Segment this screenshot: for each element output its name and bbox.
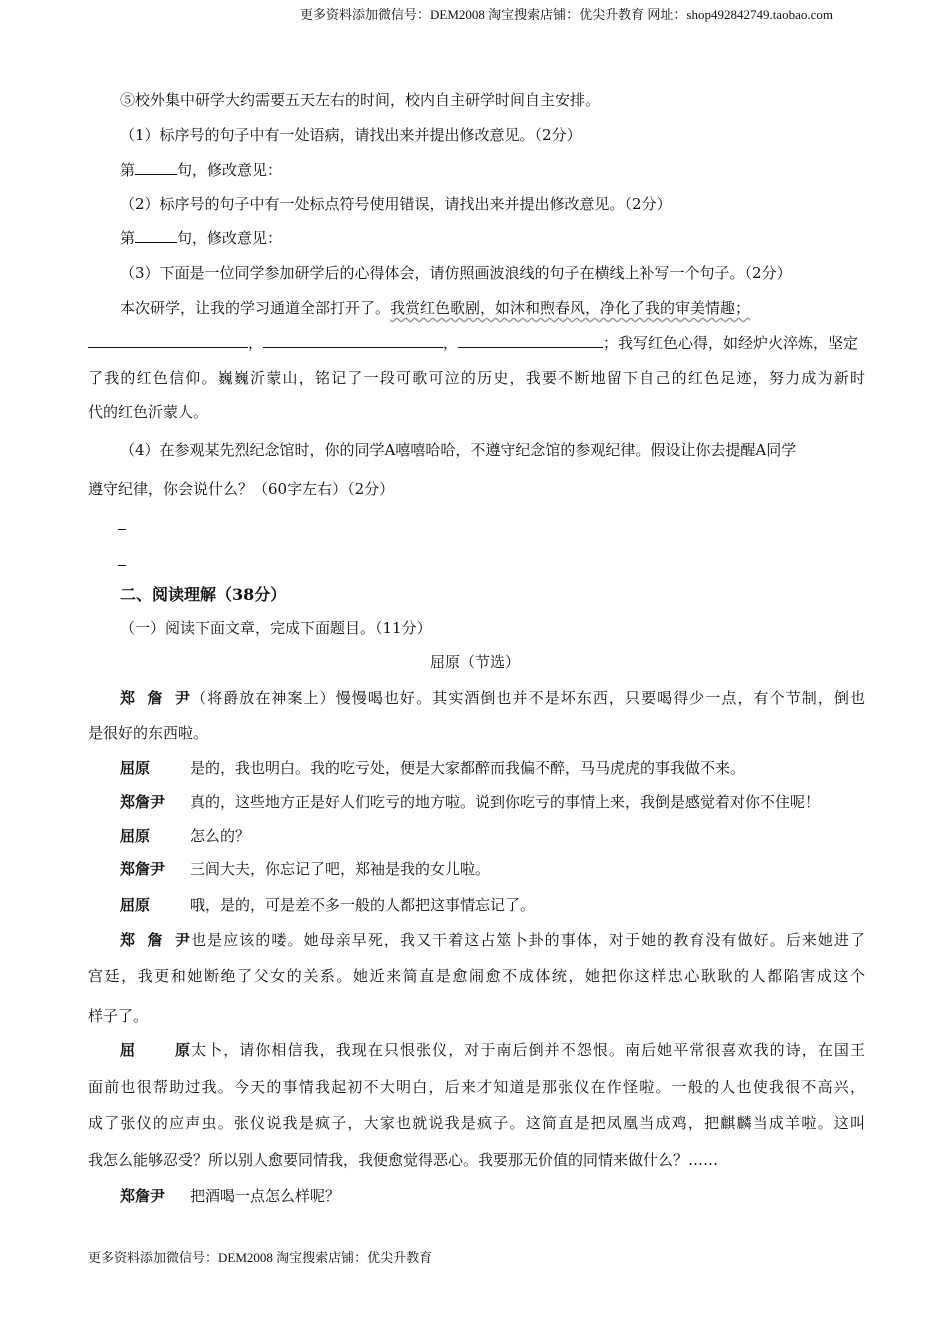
answer-dash — [118, 565, 126, 566]
dialogue-text: 怎么的？ — [190, 827, 251, 845]
article-title: 屈原（节选） — [429, 653, 520, 671]
question-3: （3）下面是一位同学参加研学后的心得体会，请仿照画波浪线的句子在横线上补写一个句子。（2分） — [120, 264, 792, 282]
dialogue-text: 把酒喝一点怎么样呢？ — [190, 1187, 341, 1205]
dialogue-line — [88, 1150, 865, 1170]
question-1: （1）标序号的句子中有一处语病，请找出来并提出修改意见。（2分） — [120, 126, 582, 144]
dialogue-text: 三闾大夫，你忘记了吧，郑袖是我的女儿啦。 — [190, 860, 491, 878]
text-line: ⑤校外集中研学大约需要五天左右的时间，校内自主研学时间自主安排。 — [120, 91, 601, 109]
label: 句，修改意见： — [177, 229, 283, 247]
dialogue-line — [120, 930, 865, 950]
dialogue-line — [88, 723, 865, 743]
blank — [135, 228, 177, 243]
dialogue-line — [88, 1006, 865, 1026]
speaker-name: 屈原 — [120, 759, 151, 777]
speaker-name: 郑詹尹 — [120, 860, 166, 878]
text-line: 了我的红色信仰。巍巍沂蒙山，铭记了一段可歌可泣的历史，我要不断地留下自己的红色足迹，努力成为新时 — [88, 369, 865, 387]
dialogue-line — [120, 758, 865, 778]
dialogue-line — [120, 895, 865, 915]
text-line — [120, 298, 865, 318]
dialogue-text: 样子了。 — [88, 1007, 149, 1025]
dialogue-line — [120, 1186, 865, 1206]
subsection-heading: （一）阅读下面文章，完成下面题目。（11分） — [120, 619, 432, 637]
dialogue-text: 我怎么能够忍受？所以别人愈要同情我，我便愈觉得恶心。我要那无价值的同情来做什么？…… — [88, 1151, 719, 1169]
label: 句，修改意见： — [177, 161, 283, 179]
answer-line-1 — [120, 160, 865, 180]
section-heading: 二、阅读理解（38分） — [120, 585, 287, 604]
dialogue-line — [120, 792, 865, 812]
dialogue-text: 也是应该的喽。她母亲早死，我又干着这占筮卜卦的事体，对于她的教育没有做好。后来她进了 — [190, 931, 865, 949]
page-footer: 更多资料添加微信号：DEM2008 淘宝搜索店铺：优尖升教育 — [88, 1250, 433, 1265]
dialogue-line — [120, 688, 865, 708]
sep: ， — [443, 334, 459, 352]
speaker-name: 屈原 — [120, 827, 151, 845]
label: 第 — [120, 229, 136, 247]
dialogue-text: 面前也很帮助过我。今天的事情我起初不大明白，后来才知道是那张仪在作怪啦。一般的人也使我很不高兴， — [88, 1078, 865, 1096]
text-line: 代的红色沂蒙人。 — [88, 403, 209, 421]
dialogue-text: 真的，这些地方正是好人们吃亏的地方啦。说到你吃亏的事情上来，我倒是感觉着对你不住呢！ — [190, 793, 821, 811]
dialogue-line — [88, 1077, 865, 1097]
answer-line-2 — [120, 228, 865, 248]
fill-line — [88, 333, 865, 353]
blank — [458, 333, 603, 348]
text: ；我写红色心得，如经炉火淬炼，坚定 — [603, 334, 859, 352]
dialogue-text: 是很好的东西啦。 — [88, 724, 209, 742]
speaker-name: 郑詹尹 — [120, 1187, 166, 1205]
dialogue-text: 哦，是的，可是差不多一般的人都把这事情忘记了。 — [190, 896, 536, 914]
speaker-name: 屈原 — [120, 896, 151, 914]
dialogue-text: 宫廷，我更和她断绝了父女的关系。她近来简直是愈闹愈不成体统，她把你这样忠心耿耿的人都陷害成这个 — [88, 967, 865, 985]
question-4: （4）在参观某先烈纪念馆时，你的同学A嘻嘻哈哈，不遵守纪念馆的参观纪律。假设让你去提醒A同学 — [120, 441, 797, 459]
speaker-name: 郑詹尹 — [120, 793, 166, 811]
blank — [135, 160, 177, 175]
answer-dash — [118, 529, 126, 530]
text-line: 遵守纪律，你会说什么？（60字左右）（2分） — [88, 480, 395, 498]
speaker-name: 郑詹尹 — [120, 931, 190, 949]
dialogue-text: （将爵放在神案上）慢慢喝也好。其实酒倒也并不是坏东西，只要喝得少一点，有个节制，倒也 — [190, 689, 865, 707]
blank — [263, 333, 443, 348]
speaker-name: 郑詹尹 — [120, 689, 190, 707]
label: 第 — [120, 161, 136, 179]
blank — [88, 333, 248, 348]
text: 本次研学，让我的学习通道全部打开了。 — [120, 299, 391, 317]
dialogue-line — [120, 1040, 865, 1060]
dialogue-line — [120, 826, 865, 846]
dialogue-text: 成了张仪的应声虫。张仪说我是疯子，大家也就说我是疯子。这简直是把凤凰当成鸡，把麒麟当成羊啦。这叫 — [88, 1114, 865, 1132]
dialogue-text: 是的，我也明白。我的吃亏处，便是大家都醉而我偏不醉，马马虎虎的事我做不来。 — [190, 759, 746, 777]
wavy-sentence: 我赏红色歌剧，如沐和煦春风，净化了我的审美情趣； — [390, 299, 751, 317]
sep: ， — [248, 334, 264, 352]
dialogue-line — [88, 1113, 865, 1133]
dialogue-line — [88, 966, 865, 986]
dialogue-text: 太卜，请你相信我，我现在只恨张仪，对于南后倒并不怨恨。南后她平常很喜欢我的诗，在国王 — [190, 1041, 865, 1059]
dialogue-line — [120, 859, 865, 879]
speaker-name: 屈原 — [120, 1041, 190, 1059]
page-header: 更多资料添加微信号：DEM2008 淘宝搜索店铺：优尖升教育 网址：shop492842749.taobao.com — [300, 7, 833, 22]
question-2: （2）标序号的句子中有一处标点符号使用错误，请找出来并提出修改意见。（2分） — [120, 195, 672, 213]
